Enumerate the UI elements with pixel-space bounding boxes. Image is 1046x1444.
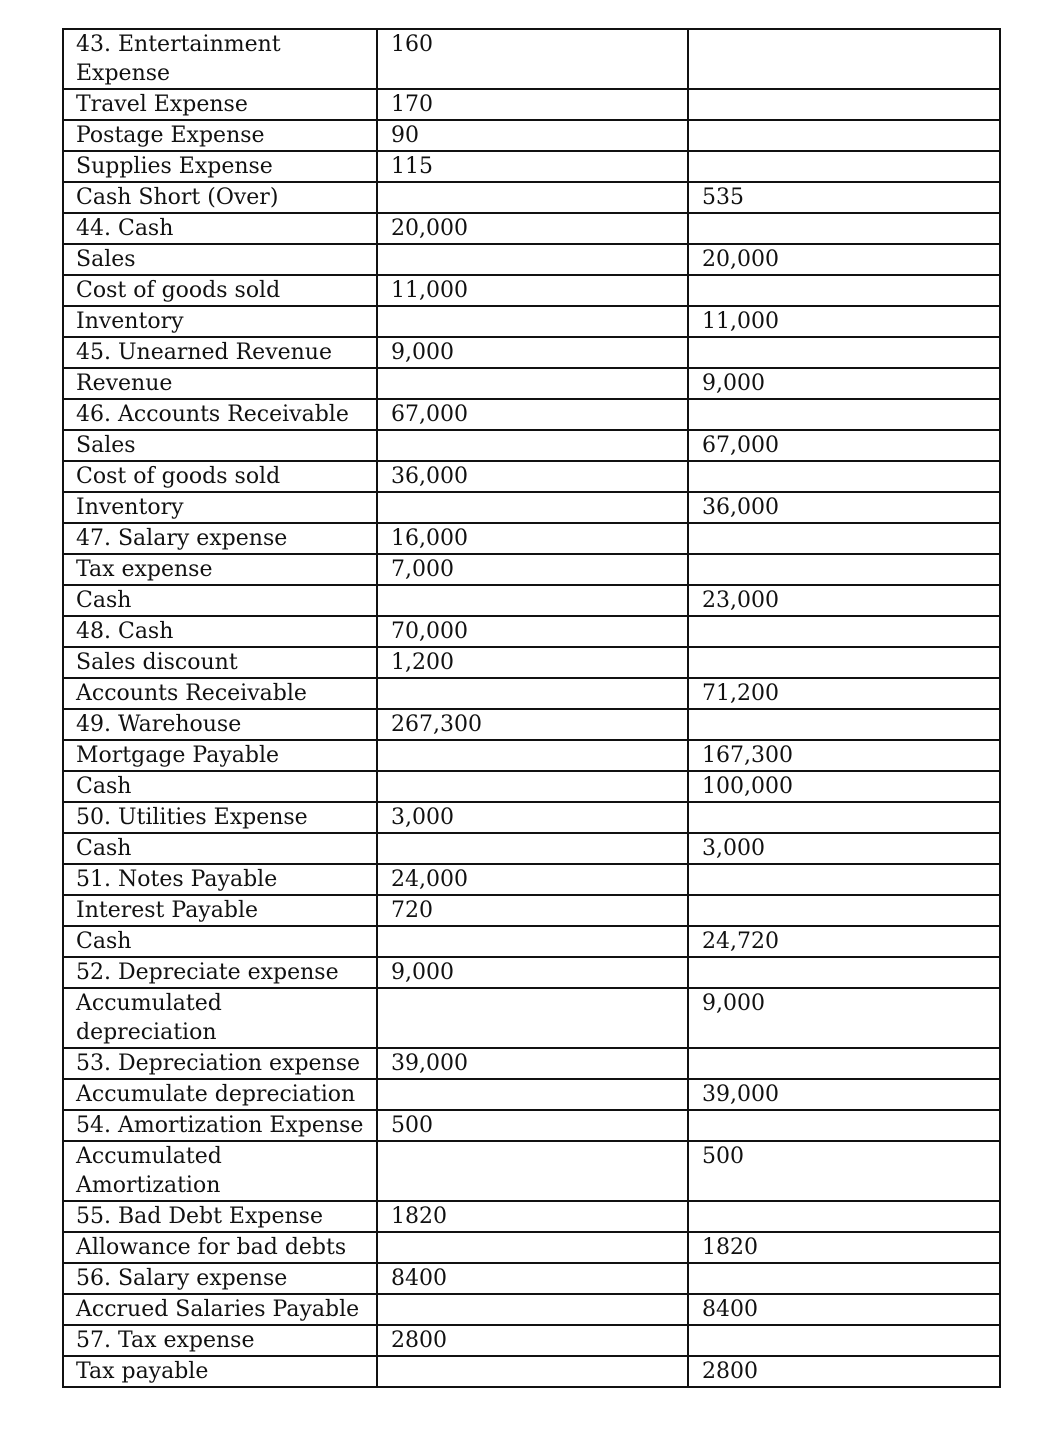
debit-cell [377, 182, 688, 213]
account-cell: 52. Depreciate expense [63, 957, 377, 988]
credit-cell: 1820 [688, 1232, 1000, 1263]
account-cell: Postage Expense [63, 120, 377, 151]
account-cell: Inventory [63, 306, 377, 337]
debit-cell: 170 [377, 89, 688, 120]
account-cell: 54. Amortization Expense [63, 1110, 377, 1141]
account-cell: Accumulated depreciation [63, 988, 377, 1048]
credit-cell: 36,000 [688, 492, 1000, 523]
account-cell: 43. Entertainment Expense [63, 29, 377, 89]
debit-cell: 8400 [377, 1263, 688, 1294]
debit-cell [377, 492, 688, 523]
credit-cell [688, 802, 1000, 833]
credit-cell: 71,200 [688, 678, 1000, 709]
journal-entries-body [63, 29, 1000, 1387]
account-cell: 45. Unearned Revenue [63, 337, 377, 368]
table-row [63, 213, 1000, 244]
credit-cell [688, 957, 1000, 988]
credit-cell [688, 1325, 1000, 1356]
table-row [63, 1263, 1000, 1294]
debit-cell [377, 244, 688, 275]
table-row [63, 430, 1000, 461]
table-row [63, 771, 1000, 802]
account-cell: Cash [63, 833, 377, 864]
debit-cell [377, 430, 688, 461]
credit-cell: 167,300 [688, 740, 1000, 771]
table-row [63, 1048, 1000, 1079]
table-row [63, 182, 1000, 213]
journal-entries-table [62, 28, 1001, 1388]
debit-cell: 115 [377, 151, 688, 182]
debit-cell [377, 771, 688, 802]
account-cell: Tax expense [63, 554, 377, 585]
debit-cell: 7,000 [377, 554, 688, 585]
table-row [63, 275, 1000, 306]
table-row [63, 306, 1000, 337]
account-cell: Cash Short (Over) [63, 182, 377, 213]
table-row [63, 833, 1000, 864]
debit-cell: 16,000 [377, 523, 688, 554]
account-cell: Cash [63, 771, 377, 802]
debit-cell: 20,000 [377, 213, 688, 244]
credit-cell [688, 399, 1000, 430]
table-row [63, 864, 1000, 895]
table-row [63, 1110, 1000, 1141]
table-row [63, 1325, 1000, 1356]
account-cell: 55. Bad Debt Expense [63, 1201, 377, 1232]
table-row [63, 399, 1000, 430]
debit-cell: 1820 [377, 1201, 688, 1232]
account-cell: Allowance for bad debts [63, 1232, 377, 1263]
account-cell: Cost of goods sold [63, 275, 377, 306]
debit-cell: 70,000 [377, 616, 688, 647]
table-row [63, 492, 1000, 523]
credit-cell: 24,720 [688, 926, 1000, 957]
debit-cell [377, 926, 688, 957]
account-cell: Cash [63, 926, 377, 957]
credit-cell [688, 275, 1000, 306]
table-row [63, 709, 1000, 740]
table-row [63, 120, 1000, 151]
debit-cell [377, 1356, 688, 1387]
debit-cell [377, 1141, 688, 1201]
table-row [63, 554, 1000, 585]
credit-cell [688, 89, 1000, 120]
credit-cell: 11,000 [688, 306, 1000, 337]
account-cell: 56. Salary expense [63, 1263, 377, 1294]
table-row [63, 89, 1000, 120]
account-cell: Cash [63, 585, 377, 616]
table-row [63, 616, 1000, 647]
debit-cell: 11,000 [377, 275, 688, 306]
credit-cell: 39,000 [688, 1079, 1000, 1110]
account-cell: Supplies Expense [63, 151, 377, 182]
table-row [63, 678, 1000, 709]
account-cell: 53. Depreciation expense [63, 1048, 377, 1079]
table-row [63, 926, 1000, 957]
table-row [63, 1141, 1000, 1201]
debit-cell: 2800 [377, 1325, 688, 1356]
account-cell: 46. Accounts Receivable [63, 399, 377, 430]
table-row [63, 244, 1000, 275]
debit-cell [377, 1294, 688, 1325]
debit-cell [377, 678, 688, 709]
debit-cell: 500 [377, 1110, 688, 1141]
table-row [63, 523, 1000, 554]
table-row [63, 1356, 1000, 1387]
account-cell: Sales [63, 430, 377, 461]
table-row [63, 29, 1000, 89]
debit-cell: 67,000 [377, 399, 688, 430]
credit-cell: 67,000 [688, 430, 1000, 461]
debit-cell [377, 1232, 688, 1263]
credit-cell [688, 523, 1000, 554]
debit-cell: 39,000 [377, 1048, 688, 1079]
account-cell: Accumulate depreciation [63, 1079, 377, 1110]
table-row [63, 802, 1000, 833]
debit-cell [377, 306, 688, 337]
debit-cell: 36,000 [377, 461, 688, 492]
table-row [63, 585, 1000, 616]
account-cell: Accrued Salaries Payable [63, 1294, 377, 1325]
credit-cell [688, 554, 1000, 585]
table-row [63, 1079, 1000, 1110]
account-cell: 44. Cash [63, 213, 377, 244]
debit-cell [377, 833, 688, 864]
table-row [63, 740, 1000, 771]
account-cell: 48. Cash [63, 616, 377, 647]
table-row [63, 1294, 1000, 1325]
account-cell: Interest Payable [63, 895, 377, 926]
debit-cell: 3,000 [377, 802, 688, 833]
debit-cell [377, 368, 688, 399]
table-row [63, 461, 1000, 492]
table-row [63, 151, 1000, 182]
debit-cell: 1,200 [377, 647, 688, 678]
table-row [63, 368, 1000, 399]
credit-cell [688, 895, 1000, 926]
debit-cell: 267,300 [377, 709, 688, 740]
account-cell: 49. Warehouse [63, 709, 377, 740]
credit-cell [688, 213, 1000, 244]
account-cell: Inventory [63, 492, 377, 523]
table-row [63, 895, 1000, 926]
debit-cell: 24,000 [377, 864, 688, 895]
credit-cell: 535 [688, 182, 1000, 213]
credit-cell [688, 461, 1000, 492]
debit-cell [377, 988, 688, 1048]
account-cell: Sales discount [63, 647, 377, 678]
debit-cell [377, 740, 688, 771]
account-cell: Cost of goods sold [63, 461, 377, 492]
account-cell: Accumulated Amortization [63, 1141, 377, 1201]
account-cell: 50. Utilities Expense [63, 802, 377, 833]
credit-cell: 2800 [688, 1356, 1000, 1387]
debit-cell: 9,000 [377, 957, 688, 988]
credit-cell [688, 647, 1000, 678]
account-cell: 57. Tax expense [63, 1325, 377, 1356]
credit-cell: 3,000 [688, 833, 1000, 864]
debit-cell: 9,000 [377, 337, 688, 368]
credit-cell: 20,000 [688, 244, 1000, 275]
table-row [63, 988, 1000, 1048]
account-cell: Accounts Receivable [63, 678, 377, 709]
credit-cell [688, 1201, 1000, 1232]
credit-cell [688, 864, 1000, 895]
debit-cell: 160 [377, 29, 688, 89]
credit-cell: 8400 [688, 1294, 1000, 1325]
account-cell: Travel Expense [63, 89, 377, 120]
credit-cell [688, 1110, 1000, 1141]
table-row [63, 337, 1000, 368]
credit-cell [688, 1048, 1000, 1079]
account-cell: Sales [63, 244, 377, 275]
credit-cell [688, 616, 1000, 647]
credit-cell: 500 [688, 1141, 1000, 1201]
table-row [63, 957, 1000, 988]
account-cell: 51. Notes Payable [63, 864, 377, 895]
credit-cell [688, 151, 1000, 182]
credit-cell [688, 337, 1000, 368]
credit-cell: 100,000 [688, 771, 1000, 802]
debit-cell: 90 [377, 120, 688, 151]
account-cell: 47. Salary expense [63, 523, 377, 554]
table-row [63, 647, 1000, 678]
credit-cell [688, 1263, 1000, 1294]
table-row [63, 1232, 1000, 1263]
credit-cell: 9,000 [688, 368, 1000, 399]
credit-cell [688, 709, 1000, 740]
debit-cell [377, 585, 688, 616]
credit-cell [688, 120, 1000, 151]
table-row [63, 1201, 1000, 1232]
account-cell: Mortgage Payable [63, 740, 377, 771]
debit-cell: 720 [377, 895, 688, 926]
credit-cell: 23,000 [688, 585, 1000, 616]
debit-cell [377, 1079, 688, 1110]
account-cell: Tax payable [63, 1356, 377, 1387]
account-cell: Revenue [63, 368, 377, 399]
credit-cell: 9,000 [688, 988, 1000, 1048]
credit-cell [688, 29, 1000, 89]
